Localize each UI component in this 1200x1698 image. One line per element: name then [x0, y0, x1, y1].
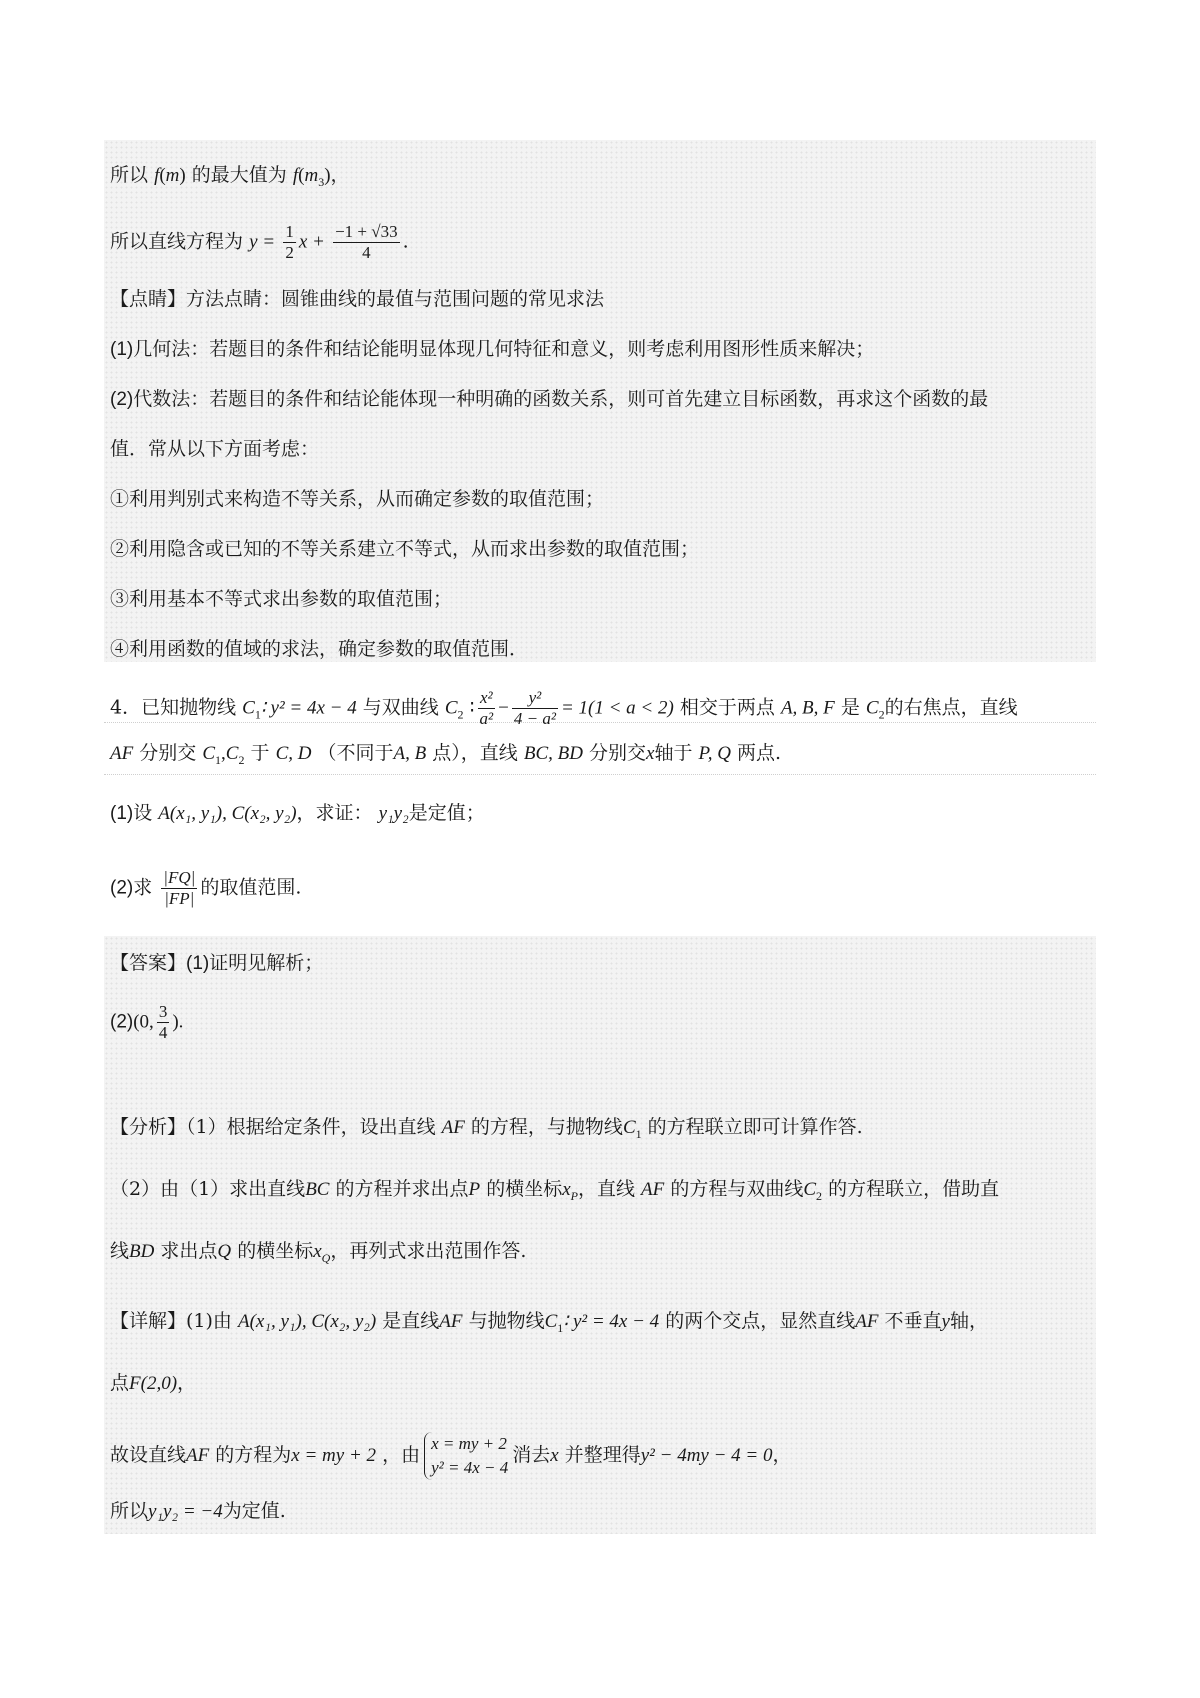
- answer-line: (2)(0, $\frac{3}{4}$ ).: [110, 1002, 184, 1042]
- answer-line: 【答案】(1)证明见解析；: [110, 952, 324, 974]
- detail-line: 点F(2,0)，: [110, 1372, 197, 1394]
- answer-heading: 【答案】: [110, 952, 187, 974]
- fraction: $\frac{-1 + √33}{4}$: [335, 222, 398, 262]
- analysis-heading: 【分析】: [110, 1116, 187, 1138]
- problem-line: AF 分别交 $C_1,C_2$ 于 C, D （不同于A, B 点），直线 BC, BD 分别交x轴于 P, Q 两点.: [110, 742, 782, 767]
- fraction: $\frac{3}{4}$: [158, 1002, 168, 1042]
- question-1: (1)设 A(x₁, y₁), C(x₂, y₂)，求证： y₁y₂是定值；: [110, 802, 485, 824]
- equation-system: x = my + 2 y² = 4x − 4: [424, 1432, 508, 1480]
- detail-line: 【详解】(1)由 A(x₁, y₁), C(x₂, y₂) 是直线AF 与抛物线$C_1∶$ y² = 4x − 4 的两个交点，显然直线AF 不垂直y轴，: [110, 1310, 988, 1335]
- analysis-line: 【分析】（1）根据给定条件，设出直线 AF 的方程，与抛物线$C_1$ 的方程联立即可计算作答.: [110, 1116, 863, 1141]
- list-item: ②利用隐含或已知的不等关系建立不等式，从而求出参数的取值范围；: [110, 538, 700, 560]
- detail-line: 所以y₁y₂ = −4为定值.: [110, 1500, 286, 1522]
- text-line: (2)代数法：若题目的条件和结论能体现一种明确的函数关系，则可首先建立目标函数，再求这个函数的最: [110, 388, 989, 410]
- tip-heading: 【点睛】: [110, 288, 187, 310]
- analysis-line: （2）由（1）求出直线BC 的方程并求出点P 的横坐标$x_P$，直线 AF 的方程与双曲线$C_2$ 的方程联立，借助直: [110, 1178, 1000, 1203]
- fraction: $\frac{\text{y²}}{\text{4 − a²}}$: [513, 688, 556, 728]
- fraction: $\frac{|FQ|}{|FP|}$: [163, 868, 196, 908]
- list-item: ①利用判别式来构造不等关系，从而确定参数的取值范围；: [110, 488, 605, 510]
- problem-line: 4．已知抛物线 $C_1∶$ y² = 4x − 4 与双曲线 $C_2$ ∶ $\frac{\text{x²}}{\text{a²}}$ − $\frac{\text{y²}}{\text{4 − a²}}$ = 1(1 < a < 2) 相交于两点 A, B, F 是 $C_2$的右焦点，直线: [110, 688, 1018, 728]
- detail-heading: 【详解】: [110, 1310, 187, 1332]
- text-line: 值．常从以下方面考虑：: [110, 438, 320, 460]
- equation-line: 所以直线方程为 y = $\frac{1}{2}$ x + $\frac{-1 + √33}{4}$ .: [110, 222, 409, 262]
- list-item: ④利用函数的值域的求法，确定参数的取值范围．: [110, 638, 529, 660]
- analysis-line: 线BD 求出点Q 的横坐标$x_Q$，再列式求出范围作答.: [110, 1240, 527, 1265]
- question-2: (2)求 $\frac{|FQ|}{|FP|}$ 的取值范围.: [110, 868, 302, 908]
- text-line: 【点睛】方法点睛：圆锥曲线的最值与范围问题的常见求法: [110, 288, 605, 310]
- problem-number: 4．: [110, 696, 142, 719]
- text-line: 所以 f(m) 的最大值为 $f(m_3)$，: [110, 164, 350, 189]
- text-line: (1)几何法：若题目的条件和结论能明显体现几何特征和意义，则考虑利用图形性质来解决；: [110, 338, 875, 360]
- list-item: ③利用基本不等式求出参数的取值范围；: [110, 588, 453, 610]
- fraction: $\frac{\text{x²}}{\text{a²}}$: [479, 688, 494, 728]
- detail-line: 故设直线AF 的方程为x = my + 2 ，由 x = my + 2 y² = 4x − 4 消去x 并整理得y² − 4my − 4 = 0，: [110, 1432, 1096, 1480]
- fraction: $\frac{1}{2}$: [285, 222, 294, 262]
